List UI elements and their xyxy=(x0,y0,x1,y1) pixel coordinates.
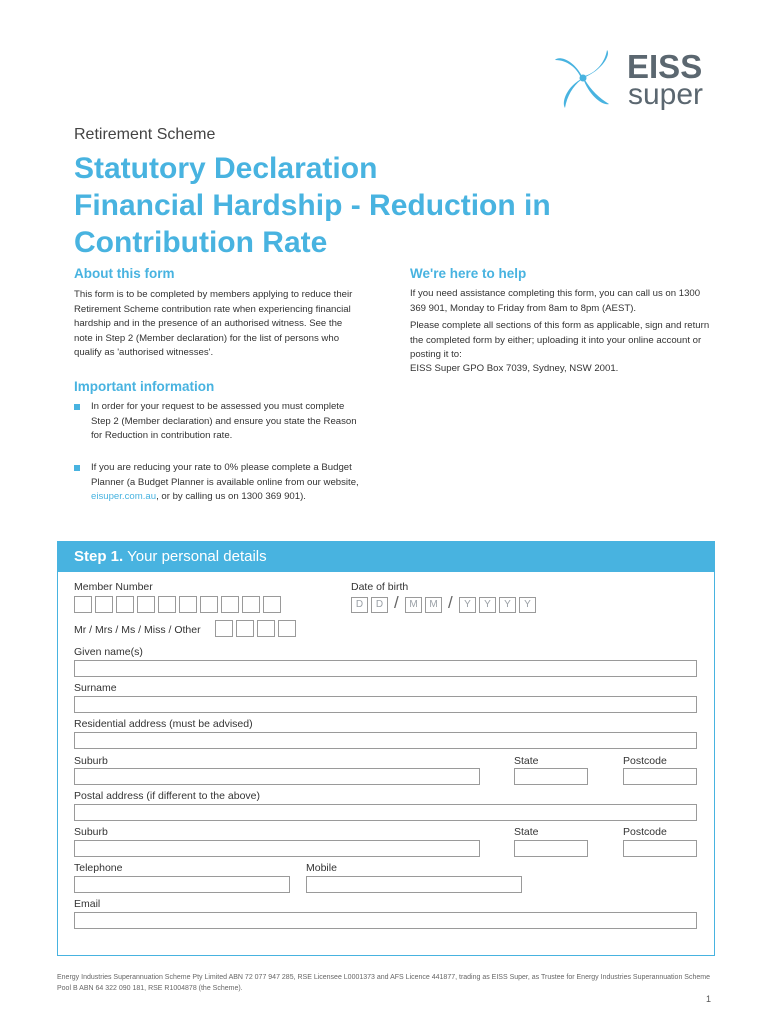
surname-input[interactable] xyxy=(74,696,697,713)
title-line-1: Statutory Declaration xyxy=(74,152,378,185)
title-box[interactable] xyxy=(278,620,296,637)
footer-legal-text: Energy Industries Superannuation Scheme Pty Limited ABN 72 077 947 285, RSE Licensee L0001373 and AFS Licence 441877, trading as EISS Super, as Trustee for Energy Industries Superannuation Scheme Pool B ABN 64 322 090 181, RSE R1004878 (the Scheme). xyxy=(57,974,710,992)
given-names-input[interactable] xyxy=(74,660,697,677)
dob-separator: / xyxy=(448,593,453,612)
member-number-box[interactable] xyxy=(263,596,281,613)
bullet-text-2a: If you are reducing your rate to 0% please complete a Budget Planner (a Budget Planner is available online from our website, xyxy=(91,462,359,488)
member-number-box[interactable] xyxy=(242,596,260,613)
form-kicker: Retirement Scheme xyxy=(74,126,216,143)
help-heading: We're here to help xyxy=(410,266,527,281)
member-number-box[interactable] xyxy=(74,596,92,613)
residential-address-label: Residential address (must be advised) xyxy=(74,718,253,730)
mobile-label: Mobile xyxy=(306,862,337,874)
postal-suburb-label: Suburb xyxy=(74,826,108,838)
title-box[interactable] xyxy=(215,620,233,637)
help-address: EISS Super GPO Box 7039, Sydney, NSW 2001. xyxy=(410,363,619,374)
title-field-label: Mr / Mrs / Ms / Miss / Other xyxy=(74,624,201,636)
bullet-square-icon xyxy=(74,404,80,410)
bullet-text-2b: , or by calling us on 1300 369 901). xyxy=(156,491,306,502)
logo-text-eiss: EISS xyxy=(627,48,703,85)
page-title xyxy=(74,150,674,261)
website-link[interactable]: eisuper.com.au xyxy=(91,491,157,502)
postal-postcode-label: Postcode xyxy=(623,826,667,838)
postcode-input[interactable] xyxy=(623,768,697,785)
eiss-super-logo xyxy=(553,48,723,118)
telephone-label: Telephone xyxy=(74,862,123,874)
member-number-box[interactable] xyxy=(95,596,113,613)
state-input[interactable] xyxy=(514,768,588,785)
member-number-box[interactable] xyxy=(179,596,197,613)
logo-text-super: super xyxy=(628,78,704,111)
suburb-input[interactable] xyxy=(74,768,480,785)
member-number-box[interactable] xyxy=(200,596,218,613)
bullet-text-1: In order for your request to be assessed you must complete Step 2 (Member declaration) and ensure you state the Reason for Reduction in contribution rate. xyxy=(91,401,357,441)
about-text: This form is to be completed by members applying to reduce their Retirement Scheme contribution rate when experiencing financial hardship and in the presence of an authorised witness. See the note in Step 2 (Member declaration) for the list of persons who qualify as 'authorised witnesses'. xyxy=(74,289,353,358)
state-label: State xyxy=(514,755,539,767)
bullet-item-1 xyxy=(74,400,364,444)
postal-suburb-input[interactable] xyxy=(74,840,480,857)
postal-address-input[interactable] xyxy=(74,804,697,821)
postcode-label: Postcode xyxy=(623,755,667,767)
bullet-item-2 xyxy=(74,461,364,505)
member-number-box[interactable] xyxy=(116,596,134,613)
member-number-box[interactable] xyxy=(137,596,155,613)
postal-postcode-input[interactable] xyxy=(623,840,697,857)
dob-day-1[interactable]: D xyxy=(351,597,368,613)
member-number-label: Member Number xyxy=(74,581,153,593)
postal-state-input[interactable] xyxy=(514,840,588,857)
dob-year-4[interactable]: Y xyxy=(519,597,536,613)
dob-month-2[interactable]: M xyxy=(425,597,442,613)
dob-month-1[interactable]: M xyxy=(405,597,422,613)
dob-year-3[interactable]: Y xyxy=(499,597,516,613)
swirl-logo-icon xyxy=(553,48,623,110)
dob-day-2[interactable]: D xyxy=(371,597,388,613)
help-text-1: If you need assistance completing this form, you can call us on 1300 369 901, Monday to Friday from 8am to 8pm (AEST). xyxy=(410,288,701,314)
dob-separator: / xyxy=(394,593,399,612)
help-text-2: Please complete all sections of this form as applicable, sign and return the completed form by either; uploading it into your online account or posting it to: xyxy=(410,320,710,360)
telephone-input[interactable] xyxy=(74,876,290,893)
suburb-label: Suburb xyxy=(74,755,108,767)
title-line-3: Contribution Rate xyxy=(74,226,328,259)
step1-title: Your personal details xyxy=(127,548,267,565)
step1-label: Step 1. xyxy=(74,548,124,565)
member-number-box[interactable] xyxy=(221,596,239,613)
email-input[interactable] xyxy=(74,912,697,929)
dob-label: Date of birth xyxy=(351,581,409,593)
title-box[interactable] xyxy=(236,620,254,637)
important-heading: Important information xyxy=(74,379,215,394)
surname-label: Surname xyxy=(74,682,117,694)
bullet-square-icon xyxy=(74,465,80,471)
given-names-label: Given name(s) xyxy=(74,646,143,658)
dob-year-1[interactable]: Y xyxy=(459,597,476,613)
email-label: Email xyxy=(74,898,101,910)
title-box[interactable] xyxy=(257,620,275,637)
title-line-2: Financial Hardship - Reduction in xyxy=(74,189,551,222)
page-number: 1 xyxy=(706,994,712,1004)
about-heading: About this form xyxy=(74,266,175,281)
residential-address-input[interactable] xyxy=(74,732,697,749)
dob-year-2[interactable]: Y xyxy=(479,597,496,613)
postal-state-label: State xyxy=(514,826,539,838)
mobile-input[interactable] xyxy=(306,876,522,893)
postal-address-label: Postal address (if different to the above) xyxy=(74,790,260,802)
step1-header xyxy=(58,542,714,572)
member-number-box[interactable] xyxy=(158,596,176,613)
